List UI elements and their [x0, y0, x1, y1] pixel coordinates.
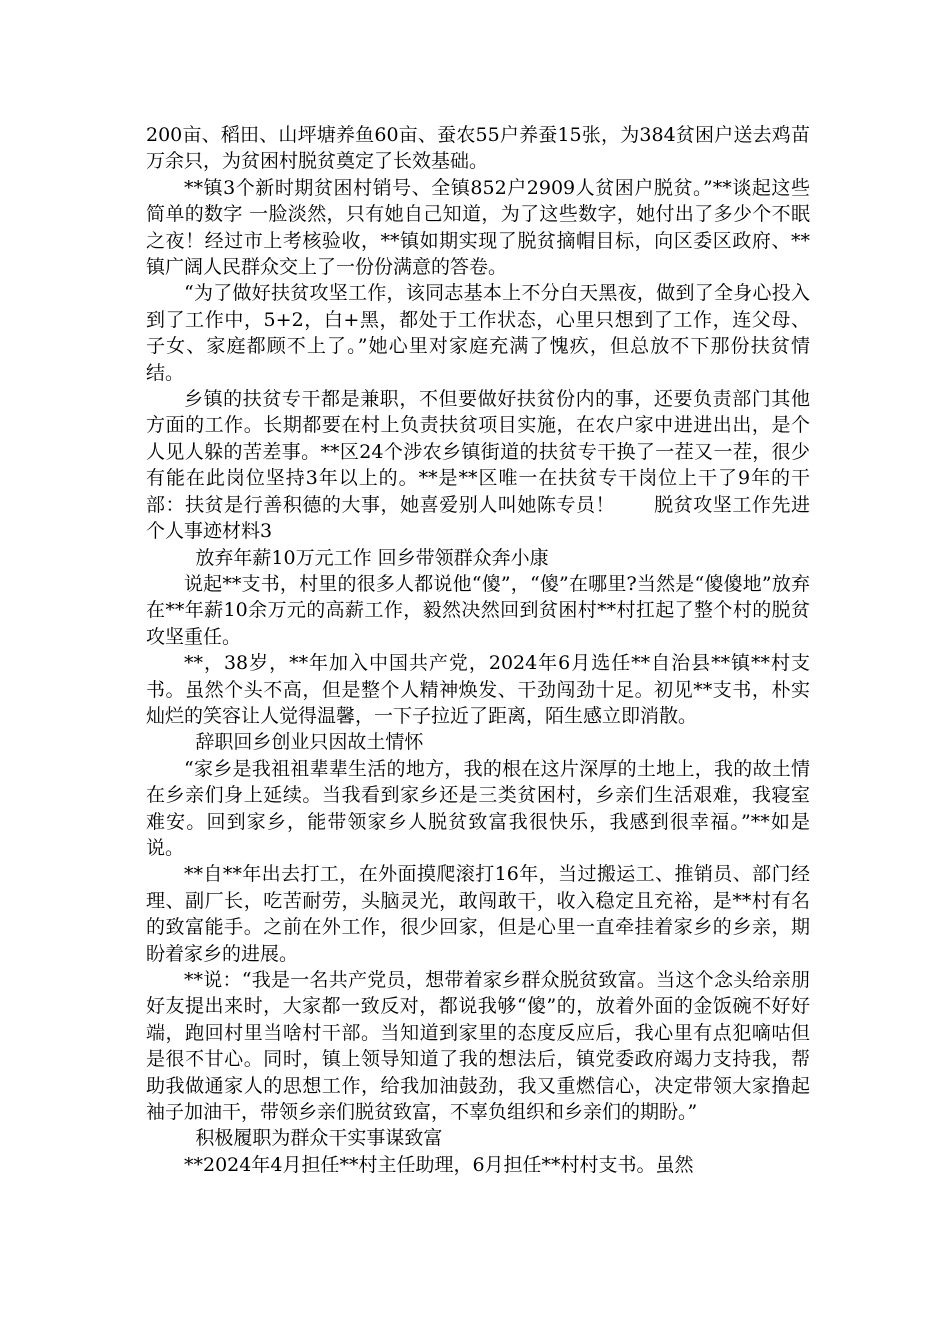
paragraph-poverty-cadre: 乡镇的扶贫专干都是兼职，不但要做好扶贫份内的事，还要负责部门其他方面的工作。长期都要在村上负责扶贫项目实施，在农户家中进进出出，是个人见人躲的苦差事。**区24个涉农乡镇街道的扶贫专干换了一茬又一茬，很少有能在此岗位坚持3年以上的。**是**区唯一在扶贫专干岗位上干了9年的干部：扶贫是行善积德的大事，她喜爱别人叫她陈专员！ 脱贫攻坚工作先进个人事迹材料3 — [146, 388, 810, 543]
paragraph-hometown-quote: “家乡是我祖祖辈辈生活的地方，我的根在这片深厚的土地上，我的故土情在乡亲们身上延续。当我看到家乡还是三类贫困村，乡亲们生活艰难，我寝室难安。回到家乡，能带领家乡人脱贫致富我很快乐，我感到很幸福。”**如是说。 — [146, 757, 810, 859]
paragraph-work-history: **自**年出去打工，在外面摸爬滚打16年，当过搬运工、推销员、部门经理、副厂长，吃苦耐劳，头脑灵光，敢闯敢干，收入稳定且充裕，是**村有名的致富能手。之前在外工作，很少回家，但是心里一直牵挂着家乡的乡亲，期盼着家乡的进展。 — [146, 863, 810, 965]
paragraph-poverty-stats: **镇3个新时期贫困村销号、全镇852户2909人贫困户脱贫。”**谈起这些简单的数字 一脸淡然，只有她自己知道，为了这些数字，她付出了多少个不眠之夜！经过市上考核验收，**镇如期实现了脱贫摘帽目标，向区委区政府、**镇广阔人民群众交上了一份份满意的答卷。 — [146, 176, 810, 279]
paragraph-appointment: **2024年4月担任**村主任助理，6月担任**村村支书。虽然 — [184, 1153, 694, 1176]
document-page — [146, 122, 810, 1178]
section-heading-return-home: 放弃年薪10万元工作 回乡带领群众奔小康 — [195, 546, 549, 569]
paragraph-dedication-quote: “为了做好扶贫攻坚工作，该同志基本上不分白天黑夜，做到了全身心投入到了工作中，5+2，白+黑，都处于工作状态，心里只想到了工作，连父母、子女、家庭都顾不上了。”她心里对家庭充满了愧疚，但总放不下那份扶贫情结。 — [146, 282, 810, 384]
section-heading-hometown-feelings: 辞职回乡创业只因故土情怀 — [195, 731, 424, 754]
paragraph-party-member-quote: **说：“我是一名共产党员，想带着家乡群众脱贫致富。当这个念头给亲朋好友提出来时，大家都一致反对，都说我够“傻”的，放着外面的金饭碗不好好端，跑回村里当啥村干部。当知道到家里的态度反应后，我心里有点犯嘀咕但是很不甘心。同时，镇上领导知道了我的想法后，镇党委政府竭力支持我，帮助我做通家人的思想工作，给我加油鼓劲，我又重燃信心，决定带领大家撸起袖子加油干，带领乡亲们脱贫致富，不辜负组织和乡亲们的期盼。” — [146, 969, 810, 1124]
paragraph-secretary-profile: **，38岁，**年加入中国共产党，2024年6月选任**自治县**镇**村支书。虽然个头不高，但是整个人精神焕发、干劲闯劲十足。初见**支书，朴实灿烂的笑容让人觉得温馨，一下子拉近了距离，陌生感立即消散。 — [146, 652, 810, 727]
section-heading-duties: 积极履职为群众干实事谋致富 — [195, 1127, 443, 1150]
paragraph-continuation: 200亩、稻田、山坪塘养鱼60亩、蚕农55户养蚕15张，为384贫困户送去鸡苗万余只，为贫困村脱贫奠定了长效基础。 — [146, 124, 810, 173]
paragraph-village-secretary-intro: 说起**支书，村里的很多人都说他“傻”，“傻”在哪里?当然是“傻傻地”放弃在**年薪10余万元的高薪工作，毅然决然回到贫困村**村扛起了整个村的脱贫攻坚重任。 — [146, 572, 810, 648]
